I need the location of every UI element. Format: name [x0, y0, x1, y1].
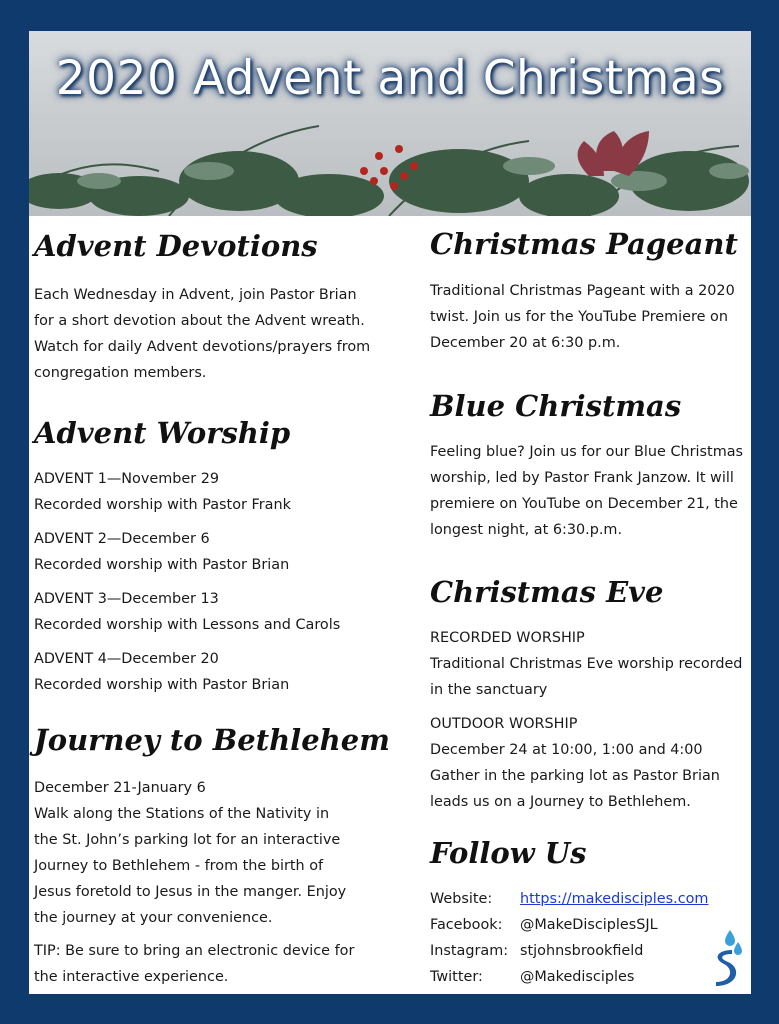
follow-label: Instagram:: [430, 943, 509, 959]
church-logo-icon: [708, 928, 744, 988]
advent-worship-item: [34, 586, 340, 638]
text-line: longest night, at 6:30.p.m.: [430, 522, 623, 538]
worship-title: ADVENT 4—December 20: [34, 651, 219, 667]
christmas-eve-heading: Christmas Eve: [430, 575, 664, 609]
text-line: December 21-January 6: [34, 780, 206, 796]
follow-heading: Follow Us: [430, 836, 587, 870]
pageant-heading: Christmas Pageant: [430, 227, 738, 261]
text-line: December 24 at 10:00, 1:00 and 4:00: [430, 742, 703, 758]
text-line: Walk along the Stations of the Nativity in: [34, 806, 330, 822]
banner: [29, 31, 751, 216]
text-line: TIP: Be sure to bring an electronic device for: [34, 943, 355, 959]
text-line: in the sanctuary: [430, 682, 548, 698]
advent-worship-item: [34, 646, 289, 698]
text-line: for a short devotion about the Advent wreath.: [34, 313, 365, 329]
text-line: Traditional Christmas Eve worship recorded: [430, 656, 743, 672]
text-line: Traditional Christmas Pageant with a 2020: [430, 283, 735, 299]
outdoor-worship-text: [430, 711, 720, 815]
follow-row-twitter: [430, 969, 730, 989]
advent-worship-item: [34, 526, 289, 578]
journey-text: [34, 775, 346, 931]
text-line: the interactive experience.: [34, 969, 229, 985]
text-line: twist. Join us for the YouTube Premiere on: [430, 309, 728, 325]
blue-christmas-text: [430, 439, 743, 543]
text-line: Journey to Bethlehem - from the birth of: [34, 858, 324, 874]
advent-worship-heading: Advent Worship: [34, 416, 291, 450]
text-line: Each Wednesday in Advent, join Pastor Brian: [34, 287, 357, 303]
worship-desc: Recorded worship with Pastor Brian: [34, 677, 290, 693]
worship-title: ADVENT 2—December 6: [34, 531, 210, 547]
text-line: OUTDOOR WORSHIP: [430, 716, 578, 732]
text-line: the St. John’s parking lot for an interactive: [34, 832, 341, 848]
banner-title: 2020 Advent and Christmas: [55, 51, 725, 106]
worship-desc: Recorded worship with Pastor Brian: [34, 557, 290, 573]
text-line: congregation members.: [34, 365, 207, 381]
follow-label: Facebook:: [430, 917, 503, 933]
text-line: Jesus foretold to Jesus in the manger. Enjoy: [34, 884, 347, 900]
worship-desc: Recorded worship with Lessons and Carols: [34, 617, 341, 633]
pageant-text: [430, 278, 735, 356]
worship-desc: Recorded worship with Pastor Frank: [34, 497, 291, 513]
journey-heading: Journey to Bethlehem: [34, 723, 390, 757]
text-line: leads us on a Journey to Bethlehem.: [430, 794, 691, 810]
follow-row-instagram: [430, 943, 730, 963]
follow-label: Website:: [430, 891, 493, 907]
text-line: December 20 at 6:30 p.m.: [430, 335, 621, 351]
follow-value: stjohnsbrookfield: [520, 943, 644, 959]
text-line: premiere on YouTube on December 21, the: [430, 496, 738, 512]
follow-row-website: [430, 891, 730, 911]
advent-worship-item: [34, 466, 291, 518]
text-line: worship, led by Pastor Frank Janzow. It will: [430, 470, 734, 486]
advent-devotions-text: [34, 282, 370, 386]
follow-row-facebook: [430, 917, 730, 937]
blue-christmas-heading: Blue Christmas: [430, 389, 682, 423]
follow-value: @Makedisciples: [520, 969, 635, 985]
flyer-page: [29, 31, 751, 994]
advent-devotions-heading: Advent Devotions: [34, 229, 318, 263]
text-line: Feeling blue? Join us for our Blue Christmas: [430, 444, 744, 460]
follow-label: Twitter:: [430, 969, 483, 985]
text-line: RECORDED WORSHIP: [430, 630, 585, 646]
website-link[interactable]: https://makedisciples.com: [520, 891, 709, 907]
journey-tip: [34, 938, 354, 990]
worship-title: ADVENT 1—November 29: [34, 471, 220, 487]
text-line: Gather in the parking lot as Pastor Brian: [430, 768, 720, 784]
text-line: the journey at your convenience.: [34, 910, 273, 926]
recorded-worship-text: [430, 625, 742, 703]
follow-value: @MakeDisciplesSJL: [520, 917, 658, 933]
worship-title: ADVENT 3—December 13: [34, 591, 219, 607]
text-line: Watch for daily Advent devotions/prayers from: [34, 339, 371, 355]
